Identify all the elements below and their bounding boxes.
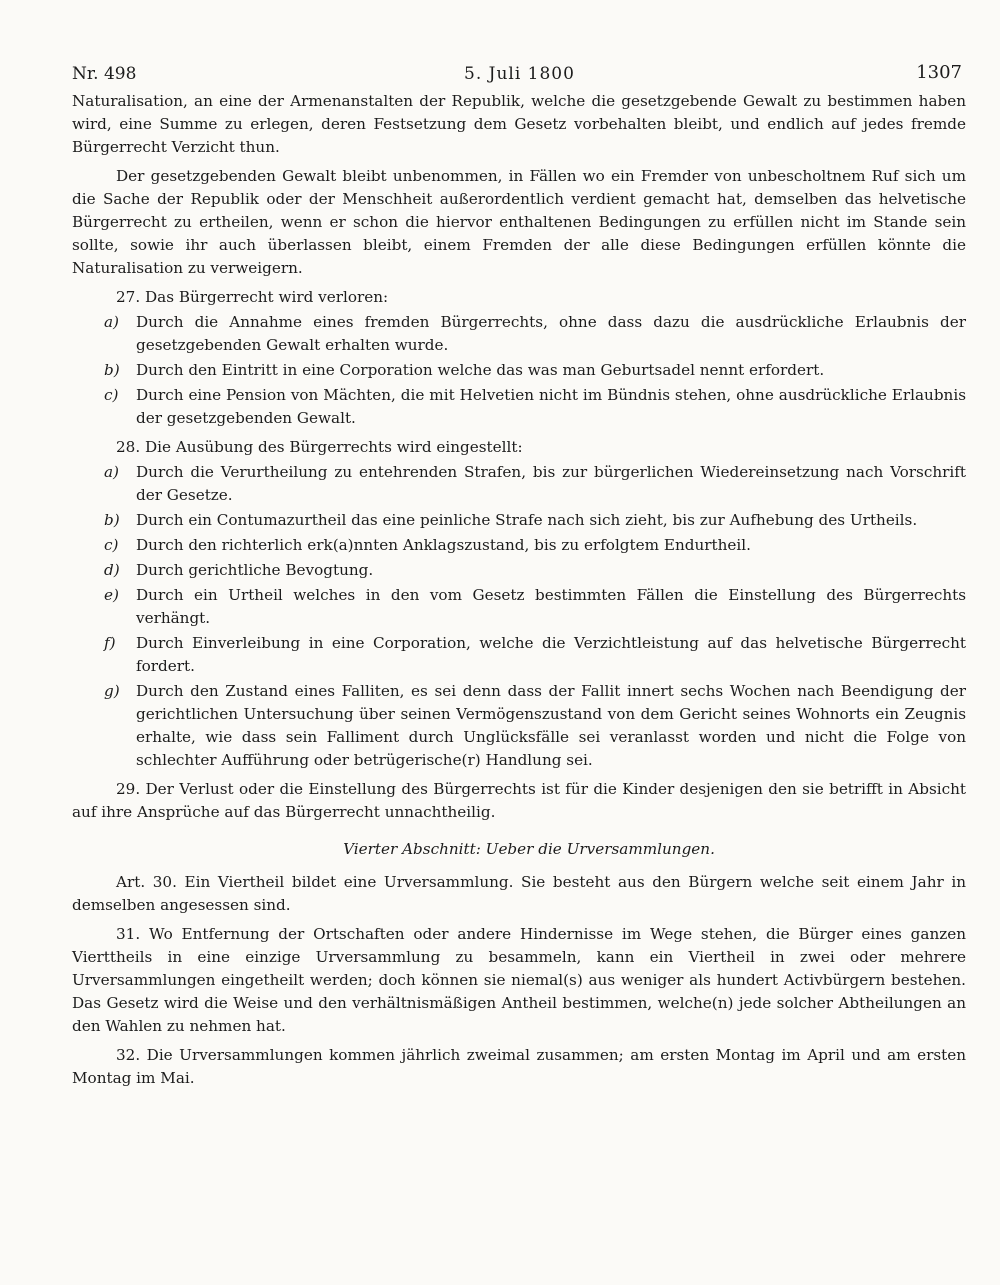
article-32: 32. Die Urversammlungen kommen jährlich zweimal zusammen; am ersten Montag im April und am ersten Montag im Mai. (72, 1046, 966, 1087)
list-item (72, 311, 966, 357)
paragraph-legislative-power: Der gesetzgebenden Gewalt bleibt unbenommen, in Fällen wo ein Fremder von unbescholtnem Ruf sich um die Sache der Republik oder der Menschheit außerordentlich verdient gemacht hat, demselben das helvetische Bürgerrecht zu ertheilen, wenn er schon die hiervor enthaltenen Bedingungen zu erfüllen nicht im Stande sein sollte, sowie ihr auch überlassen bleibt, einem Fremden der alle diese Bedingungen erfüllen könnte die Naturalisation zu verweigern. (72, 167, 966, 277)
list-item-text: Durch den richterlich erk(a)nnten Anklagszustand, bis zu erfolgtem Endurtheil. (136, 536, 751, 554)
list-item (72, 632, 966, 678)
list-marker: b) (104, 361, 120, 379)
list-item (72, 559, 966, 582)
list-item (72, 359, 966, 382)
list-item-text: Durch gerichtliche Bevogtung. (136, 561, 374, 579)
article-28-list (72, 461, 966, 772)
page-header (72, 58, 966, 90)
document-date: 5. Juli 1800 (464, 64, 575, 84)
list-marker: b) (104, 511, 120, 529)
article-30: Art. 30. Ein Viertheil bildet eine Urversammlung. Sie besteht aus den Bürgern welche seit einem Jahr in demselben angesessen sind. (72, 873, 966, 914)
list-item-text: Durch ein Contumazurtheil das eine peinliche Strafe nach sich zieht, bis zur Aufhebung des Urtheils. (136, 511, 918, 529)
list-item (72, 461, 966, 507)
article-27-list (72, 311, 966, 430)
list-marker: e) (104, 586, 119, 604)
list-item-text: Durch Einverleibung in eine Corporation, welche die Verzichtleistung auf das helvetische Bürgerrecht fordert. (136, 634, 966, 675)
list-item-text: Durch eine Pension von Mächten, die mit Helvetien nicht im Bündnis stehen, ohne ausdrückliche Erlaubnis der gesetzgebenden Gewalt. (136, 386, 966, 427)
list-item (72, 584, 966, 630)
list-item-text: Durch die Verurtheilung zu entehrenden Strafen, bis zur bürgerlichen Wiedereinsetzung nach Vorschrift der Gesetze. (136, 463, 966, 504)
list-item-text: Durch den Zustand eines Falliten, es sei denn dass der Fallit innert sechs Wochen nach Beendigung der gerichtlichen Untersuchung über seinen Vermögenszustand von dem Gericht seines Wohnorts ein Zeugnis erhalte, wie dass sein Falliment durch Unglücksfälle sei veranlasst worden und nicht die Folge von schlechter Aufführung oder betrügerische(r) Handlung sei. (136, 682, 966, 769)
list-marker: a) (104, 313, 119, 331)
list-item (72, 384, 966, 430)
document-body (72, 90, 966, 1090)
list-item (72, 680, 966, 772)
article-31: 31. Wo Entfernung der Ortschaften oder andere Hindernisse im Wege stehen, die Bürger eines ganzen Vierttheils in eine einzige Urversammlung zu besammeln, kann ein Viertheil in zwei oder mehrere Urversammlungen eingetheilt werden; doch können sie niemal(s) aus weniger als hundert Activbürgern bestehen. Das Gesetz wird die Weise und den verhältnismäßigen Antheil bestimmen, welche(n) jede solcher Abtheilungen an den Wahlen zu nehmen hat. (72, 925, 966, 1035)
section-title: Vierter Abschnitt: Ueber die Urversammlungen. (343, 840, 715, 858)
list-item (72, 509, 966, 532)
document-number: Nr. 498 (72, 64, 137, 84)
article-28-intro: 28. Die Ausübung des Bürgerrechts wird eingestellt: (116, 438, 523, 456)
list-marker: c) (104, 386, 119, 404)
list-item (72, 534, 966, 557)
list-item-text: Durch den Eintritt in eine Corporation welche das was man Geburtsadel nennt erfordert. (136, 361, 825, 379)
list-marker: f) (104, 634, 116, 652)
list-item-text: Durch die Annahme eines fremden Bürgerrechts, ohne dass dazu die ausdrückliche Erlaubnis der gesetzgebenden Gewalt erhalten wurde. (136, 313, 966, 354)
list-marker: a) (104, 463, 119, 481)
article-27-intro: 27. Das Bürgerrecht wird verloren: (116, 288, 389, 306)
list-marker: g) (104, 682, 120, 700)
paragraph-naturalisation: Naturalisation, an eine der Armenanstalten der Republik, welche die gesetzgebende Gewalt zu bestimmen haben wird, eine Summe zu erlegen, deren Festsetzung dem Gesetz vorbehalten bleibt, und endlich auf jedes fremde Bürgerrecht Verzicht thun. (72, 92, 966, 156)
article-29: 29. Der Verlust oder die Einstellung des Bürgerrechts ist für die Kinder desjenigen den sie betrifft in Absicht auf ihre Ansprüche auf das Bürgerrecht unnachtheilig. (72, 780, 966, 821)
list-marker: d) (104, 561, 120, 579)
list-item-text: Durch ein Urtheil welches in den vom Gesetz bestimmten Fällen die Einstellung des Bürgerrechts verhängt. (136, 586, 966, 627)
list-marker: c) (104, 536, 119, 554)
page-number: 1307 (916, 62, 962, 83)
